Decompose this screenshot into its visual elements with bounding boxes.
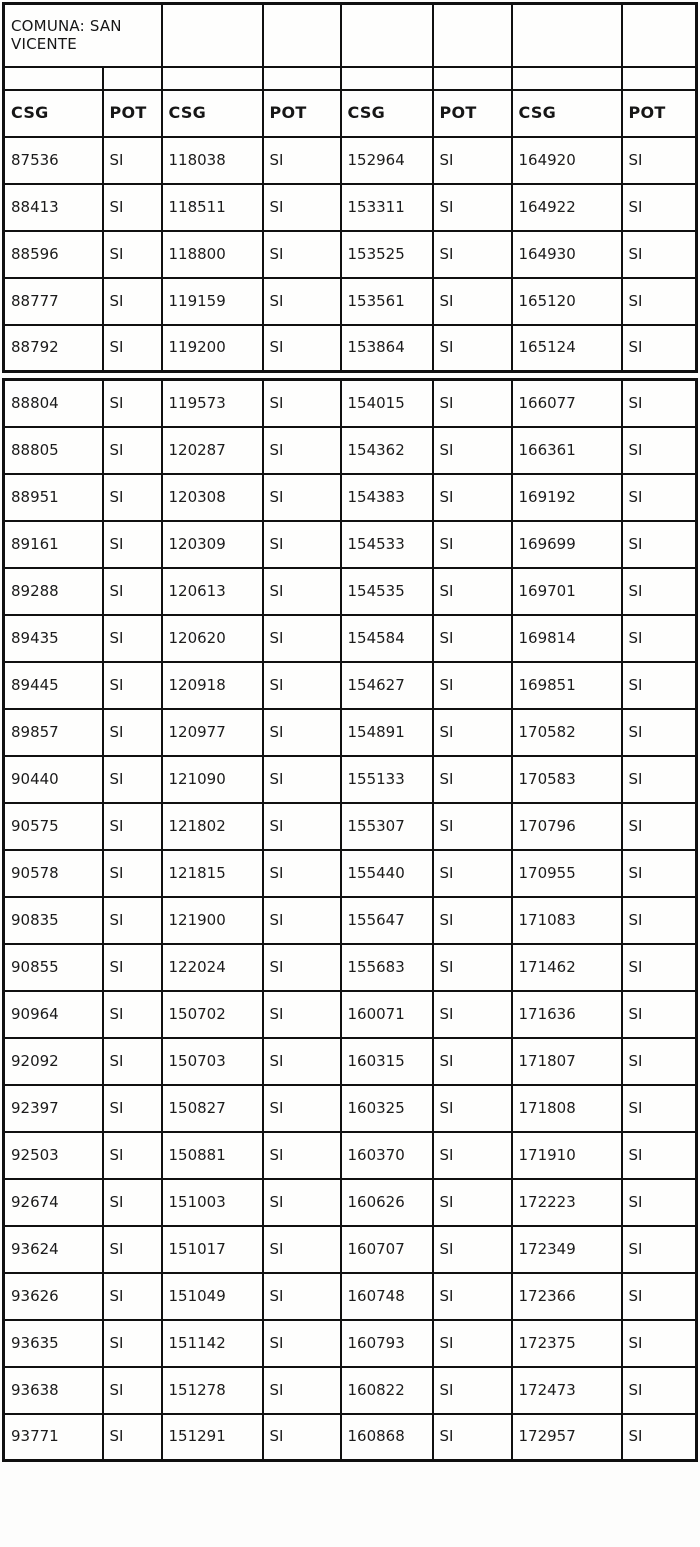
- pot-cell: SI: [263, 137, 341, 184]
- csg-cell: 160868: [341, 1414, 433, 1461]
- pot-cell: SI: [433, 662, 512, 709]
- pot-cell: SI: [433, 1320, 512, 1367]
- csg-cell: 160071: [341, 991, 433, 1038]
- pot-cell: SI: [622, 803, 697, 850]
- csg-cell: 120287: [162, 427, 263, 474]
- pot-cell: SI: [622, 1179, 697, 1226]
- pot-cell: SI: [103, 1273, 162, 1320]
- csg-cell: 164922: [512, 184, 622, 231]
- pot-cell: SI: [103, 1132, 162, 1179]
- csg-cell: 171636: [512, 991, 622, 1038]
- csg-cell: 154584: [341, 615, 433, 662]
- pot-cell: SI: [103, 474, 162, 521]
- pot-cell: SI: [103, 1085, 162, 1132]
- pot-cell: SI: [263, 184, 341, 231]
- title-row: [4, 4, 697, 67]
- pot-column-header: POT: [433, 90, 512, 137]
- table-row: [4, 1367, 697, 1414]
- empty-cell: [4, 67, 103, 90]
- table-row: [4, 231, 697, 278]
- pot-cell: SI: [433, 1085, 512, 1132]
- comuna-title-cell: COMUNA: SAN VICENTE: [4, 4, 162, 67]
- csg-cell: 170582: [512, 709, 622, 756]
- csg-cell: 92674: [4, 1179, 103, 1226]
- csg-column-header: CSG: [512, 90, 622, 137]
- pot-cell: SI: [433, 897, 512, 944]
- table-row: [4, 568, 697, 615]
- pot-cell: SI: [433, 278, 512, 325]
- csg-cell: 88777: [4, 278, 103, 325]
- csg-cell: 150702: [162, 991, 263, 1038]
- csg-cell: 172366: [512, 1273, 622, 1320]
- csg-column-header: CSG: [341, 90, 433, 137]
- pot-cell: SI: [433, 1226, 512, 1273]
- pot-cell: SI: [622, 137, 697, 184]
- csg-cell: 172473: [512, 1367, 622, 1414]
- table-row: [4, 756, 697, 803]
- comuna-table-section-1: [2, 2, 698, 373]
- pot-column-header: POT: [622, 90, 697, 137]
- pot-cell: SI: [433, 615, 512, 662]
- pot-cell: SI: [103, 184, 162, 231]
- pot-cell: SI: [622, 568, 697, 615]
- csg-cell: 152964: [341, 137, 433, 184]
- pot-cell: SI: [263, 850, 341, 897]
- pot-cell: SI: [103, 1414, 162, 1461]
- csg-cell: 155647: [341, 897, 433, 944]
- pot-cell: SI: [622, 1273, 697, 1320]
- pot-cell: SI: [263, 568, 341, 615]
- pot-cell: SI: [263, 521, 341, 568]
- csg-cell: 164930: [512, 231, 622, 278]
- pot-cell: SI: [433, 803, 512, 850]
- pot-cell: SI: [433, 474, 512, 521]
- csg-cell: 155440: [341, 850, 433, 897]
- csg-cell: 165120: [512, 278, 622, 325]
- pot-cell: SI: [622, 380, 697, 427]
- csg-cell: 155133: [341, 756, 433, 803]
- pot-cell: SI: [622, 1414, 697, 1461]
- table-row: [4, 662, 697, 709]
- pot-cell: SI: [263, 380, 341, 427]
- csg-cell: 151142: [162, 1320, 263, 1367]
- pot-cell: SI: [622, 1038, 697, 1085]
- csg-cell: 154362: [341, 427, 433, 474]
- column-header-row: [4, 90, 697, 137]
- csg-cell: 151278: [162, 1367, 263, 1414]
- csg-column-header: CSG: [4, 90, 103, 137]
- pot-cell: SI: [263, 991, 341, 1038]
- pot-cell: SI: [263, 897, 341, 944]
- pot-cell: SI: [433, 1367, 512, 1414]
- pot-cell: SI: [622, 1132, 697, 1179]
- csg-cell: 172957: [512, 1414, 622, 1461]
- csg-cell: 166077: [512, 380, 622, 427]
- csg-cell: 154535: [341, 568, 433, 615]
- table-row: [4, 803, 697, 850]
- csg-cell: 171807: [512, 1038, 622, 1085]
- pot-cell: SI: [433, 568, 512, 615]
- pot-cell: SI: [103, 137, 162, 184]
- csg-cell: 90964: [4, 991, 103, 1038]
- csg-cell: 121802: [162, 803, 263, 850]
- pot-cell: SI: [622, 1367, 697, 1414]
- empty-cell: [162, 67, 263, 90]
- csg-cell: 88596: [4, 231, 103, 278]
- empty-cell: [433, 67, 512, 90]
- csg-cell: 120613: [162, 568, 263, 615]
- empty-cell: [162, 4, 263, 67]
- pot-cell: SI: [103, 1367, 162, 1414]
- csg-cell: 160822: [341, 1367, 433, 1414]
- csg-cell: 154533: [341, 521, 433, 568]
- csg-cell: 153864: [341, 325, 433, 372]
- pot-cell: SI: [263, 231, 341, 278]
- pot-cell: SI: [103, 568, 162, 615]
- pot-cell: SI: [263, 427, 341, 474]
- pot-cell: SI: [263, 1320, 341, 1367]
- csg-cell: 170955: [512, 850, 622, 897]
- table-body-upper: [4, 137, 697, 372]
- table-row: [4, 1179, 697, 1226]
- pot-cell: SI: [433, 380, 512, 427]
- table-row: [4, 1273, 697, 1320]
- csg-cell: 169192: [512, 474, 622, 521]
- table-row: [4, 521, 697, 568]
- csg-cell: 120620: [162, 615, 263, 662]
- csg-cell: 90835: [4, 897, 103, 944]
- csg-cell: 154015: [341, 380, 433, 427]
- csg-cell: 88804: [4, 380, 103, 427]
- pot-column-header: POT: [263, 90, 341, 137]
- pot-cell: SI: [622, 184, 697, 231]
- table-row: [4, 991, 697, 1038]
- csg-cell: 150703: [162, 1038, 263, 1085]
- table-row: [4, 1414, 697, 1461]
- csg-cell: 171083: [512, 897, 622, 944]
- csg-cell: 169699: [512, 521, 622, 568]
- csg-cell: 160370: [341, 1132, 433, 1179]
- pot-cell: SI: [433, 1038, 512, 1085]
- table-row: [4, 1226, 697, 1273]
- pot-cell: SI: [433, 1179, 512, 1226]
- csg-cell: 160793: [341, 1320, 433, 1367]
- csg-cell: 169701: [512, 568, 622, 615]
- table-row: [4, 325, 697, 372]
- pot-cell: SI: [622, 231, 697, 278]
- csg-cell: 121090: [162, 756, 263, 803]
- pot-cell: SI: [622, 1085, 697, 1132]
- pot-cell: SI: [263, 756, 341, 803]
- pot-cell: SI: [433, 991, 512, 1038]
- csg-cell: 164920: [512, 137, 622, 184]
- pot-cell: SI: [103, 427, 162, 474]
- pot-cell: SI: [103, 991, 162, 1038]
- pot-cell: SI: [433, 427, 512, 474]
- csg-cell: 150827: [162, 1085, 263, 1132]
- pot-cell: SI: [263, 1132, 341, 1179]
- pot-cell: SI: [263, 278, 341, 325]
- pot-cell: SI: [263, 1273, 341, 1320]
- empty-cell: [103, 67, 162, 90]
- csg-cell: 87536: [4, 137, 103, 184]
- csg-cell: 92503: [4, 1132, 103, 1179]
- csg-cell: 118800: [162, 231, 263, 278]
- csg-cell: 88951: [4, 474, 103, 521]
- pot-cell: SI: [263, 325, 341, 372]
- pot-cell: SI: [622, 427, 697, 474]
- pot-cell: SI: [263, 1038, 341, 1085]
- csg-cell: 93635: [4, 1320, 103, 1367]
- csg-cell: 120308: [162, 474, 263, 521]
- csg-cell: 93624: [4, 1226, 103, 1273]
- csg-cell: 170583: [512, 756, 622, 803]
- pot-cell: SI: [433, 231, 512, 278]
- csg-column-header: CSG: [162, 90, 263, 137]
- table-row: [4, 427, 697, 474]
- table-row: [4, 944, 697, 991]
- csg-cell: 153311: [341, 184, 433, 231]
- empty-cell: [263, 67, 341, 90]
- table-row: [4, 709, 697, 756]
- csg-cell: 90575: [4, 803, 103, 850]
- csg-cell: 169851: [512, 662, 622, 709]
- empty-cell: [341, 4, 433, 67]
- pot-cell: SI: [433, 1132, 512, 1179]
- pot-cell: SI: [103, 850, 162, 897]
- csg-cell: 153525: [341, 231, 433, 278]
- csg-cell: 120977: [162, 709, 263, 756]
- spacer-row: [4, 67, 697, 90]
- pot-cell: SI: [433, 1273, 512, 1320]
- pot-cell: SI: [103, 803, 162, 850]
- table-row: [4, 1320, 697, 1367]
- pot-cell: SI: [433, 944, 512, 991]
- csg-cell: 172375: [512, 1320, 622, 1367]
- csg-cell: 170796: [512, 803, 622, 850]
- pot-cell: SI: [103, 897, 162, 944]
- csg-cell: 88805: [4, 427, 103, 474]
- pot-cell: SI: [433, 756, 512, 803]
- csg-cell: 160707: [341, 1226, 433, 1273]
- csg-cell: 90440: [4, 756, 103, 803]
- pot-cell: SI: [103, 1179, 162, 1226]
- csg-cell: 154383: [341, 474, 433, 521]
- pot-cell: SI: [103, 662, 162, 709]
- csg-cell: 151003: [162, 1179, 263, 1226]
- pot-cell: SI: [103, 325, 162, 372]
- empty-cell: [263, 4, 341, 67]
- pot-column-header: POT: [103, 90, 162, 137]
- csg-cell: 92397: [4, 1085, 103, 1132]
- pot-cell: SI: [622, 991, 697, 1038]
- pot-cell: SI: [103, 709, 162, 756]
- pot-cell: SI: [103, 521, 162, 568]
- empty-cell: [433, 4, 512, 67]
- csg-cell: 89288: [4, 568, 103, 615]
- csg-cell: 120309: [162, 521, 263, 568]
- csg-cell: 122024: [162, 944, 263, 991]
- empty-cell: [512, 67, 622, 90]
- pot-cell: SI: [622, 662, 697, 709]
- pot-cell: SI: [103, 380, 162, 427]
- pot-cell: SI: [622, 325, 697, 372]
- pot-cell: SI: [622, 521, 697, 568]
- pot-cell: SI: [433, 325, 512, 372]
- csg-cell: 88792: [4, 325, 103, 372]
- csg-cell: 93638: [4, 1367, 103, 1414]
- pot-cell: SI: [622, 944, 697, 991]
- table-row: [4, 1085, 697, 1132]
- csg-cell: 89445: [4, 662, 103, 709]
- pot-cell: SI: [263, 803, 341, 850]
- csg-cell: 171462: [512, 944, 622, 991]
- csg-cell: 151049: [162, 1273, 263, 1320]
- empty-cell: [512, 4, 622, 67]
- table-row: [4, 850, 697, 897]
- pot-cell: SI: [622, 709, 697, 756]
- table-row: [4, 615, 697, 662]
- csg-cell: 88413: [4, 184, 103, 231]
- pot-cell: SI: [263, 1367, 341, 1414]
- csg-cell: 172223: [512, 1179, 622, 1226]
- csg-cell: 151017: [162, 1226, 263, 1273]
- table-row: [4, 1038, 697, 1085]
- table-row: [4, 897, 697, 944]
- csg-cell: 118038: [162, 137, 263, 184]
- csg-cell: 172349: [512, 1226, 622, 1273]
- pot-cell: SI: [103, 278, 162, 325]
- csg-cell: 89435: [4, 615, 103, 662]
- pot-cell: SI: [103, 1038, 162, 1085]
- csg-cell: 154627: [341, 662, 433, 709]
- pot-cell: SI: [263, 615, 341, 662]
- csg-cell: 171808: [512, 1085, 622, 1132]
- pot-cell: SI: [103, 615, 162, 662]
- empty-cell: [622, 67, 697, 90]
- csg-cell: 166361: [512, 427, 622, 474]
- csg-cell: 169814: [512, 615, 622, 662]
- pot-cell: SI: [622, 1320, 697, 1367]
- empty-cell: [341, 67, 433, 90]
- table-row: [4, 1132, 697, 1179]
- comuna-table-section-2: [2, 378, 698, 1462]
- csg-cell: 160748: [341, 1273, 433, 1320]
- pot-cell: SI: [433, 137, 512, 184]
- csg-cell: 160325: [341, 1085, 433, 1132]
- csg-cell: 119573: [162, 380, 263, 427]
- table-row: [4, 137, 697, 184]
- csg-cell: 121900: [162, 897, 263, 944]
- csg-cell: 90855: [4, 944, 103, 991]
- csg-cell: 118511: [162, 184, 263, 231]
- pot-cell: SI: [433, 850, 512, 897]
- pot-cell: SI: [103, 1320, 162, 1367]
- pot-cell: SI: [263, 1085, 341, 1132]
- pot-cell: SI: [622, 278, 697, 325]
- pot-cell: SI: [622, 850, 697, 897]
- csg-cell: 153561: [341, 278, 433, 325]
- csg-cell: 155307: [341, 803, 433, 850]
- csg-cell: 120918: [162, 662, 263, 709]
- table-body-lower: [4, 380, 697, 1461]
- csg-cell: 160315: [341, 1038, 433, 1085]
- pot-cell: SI: [263, 474, 341, 521]
- csg-cell: 151291: [162, 1414, 263, 1461]
- pot-cell: SI: [263, 1226, 341, 1273]
- csg-cell: 121815: [162, 850, 263, 897]
- pot-cell: SI: [433, 1414, 512, 1461]
- empty-cell: [622, 4, 697, 67]
- table-row: [4, 278, 697, 325]
- table-row: [4, 380, 697, 427]
- csg-cell: 119159: [162, 278, 263, 325]
- csg-cell: 93771: [4, 1414, 103, 1461]
- pot-cell: SI: [622, 756, 697, 803]
- pot-cell: SI: [622, 897, 697, 944]
- pot-cell: SI: [263, 1179, 341, 1226]
- csg-cell: 165124: [512, 325, 622, 372]
- csg-cell: 89857: [4, 709, 103, 756]
- csg-cell: 160626: [341, 1179, 433, 1226]
- pot-cell: SI: [263, 944, 341, 991]
- pot-cell: SI: [263, 1414, 341, 1461]
- csg-cell: 92092: [4, 1038, 103, 1085]
- pot-cell: SI: [433, 184, 512, 231]
- table-row: [4, 474, 697, 521]
- csg-cell: 171910: [512, 1132, 622, 1179]
- pot-cell: SI: [103, 1226, 162, 1273]
- csg-cell: 90578: [4, 850, 103, 897]
- pot-cell: SI: [103, 231, 162, 278]
- pot-cell: SI: [103, 944, 162, 991]
- pot-cell: SI: [622, 615, 697, 662]
- pot-cell: SI: [622, 474, 697, 521]
- pot-cell: SI: [263, 662, 341, 709]
- pot-cell: SI: [263, 709, 341, 756]
- pot-cell: SI: [433, 709, 512, 756]
- pot-cell: SI: [622, 1226, 697, 1273]
- table-row: [4, 184, 697, 231]
- csg-cell: 119200: [162, 325, 263, 372]
- csg-cell: 155683: [341, 944, 433, 991]
- csg-cell: 154891: [341, 709, 433, 756]
- csg-cell: 89161: [4, 521, 103, 568]
- csg-cell: 150881: [162, 1132, 263, 1179]
- csg-cell: 93626: [4, 1273, 103, 1320]
- pot-cell: SI: [103, 756, 162, 803]
- pot-cell: SI: [433, 521, 512, 568]
